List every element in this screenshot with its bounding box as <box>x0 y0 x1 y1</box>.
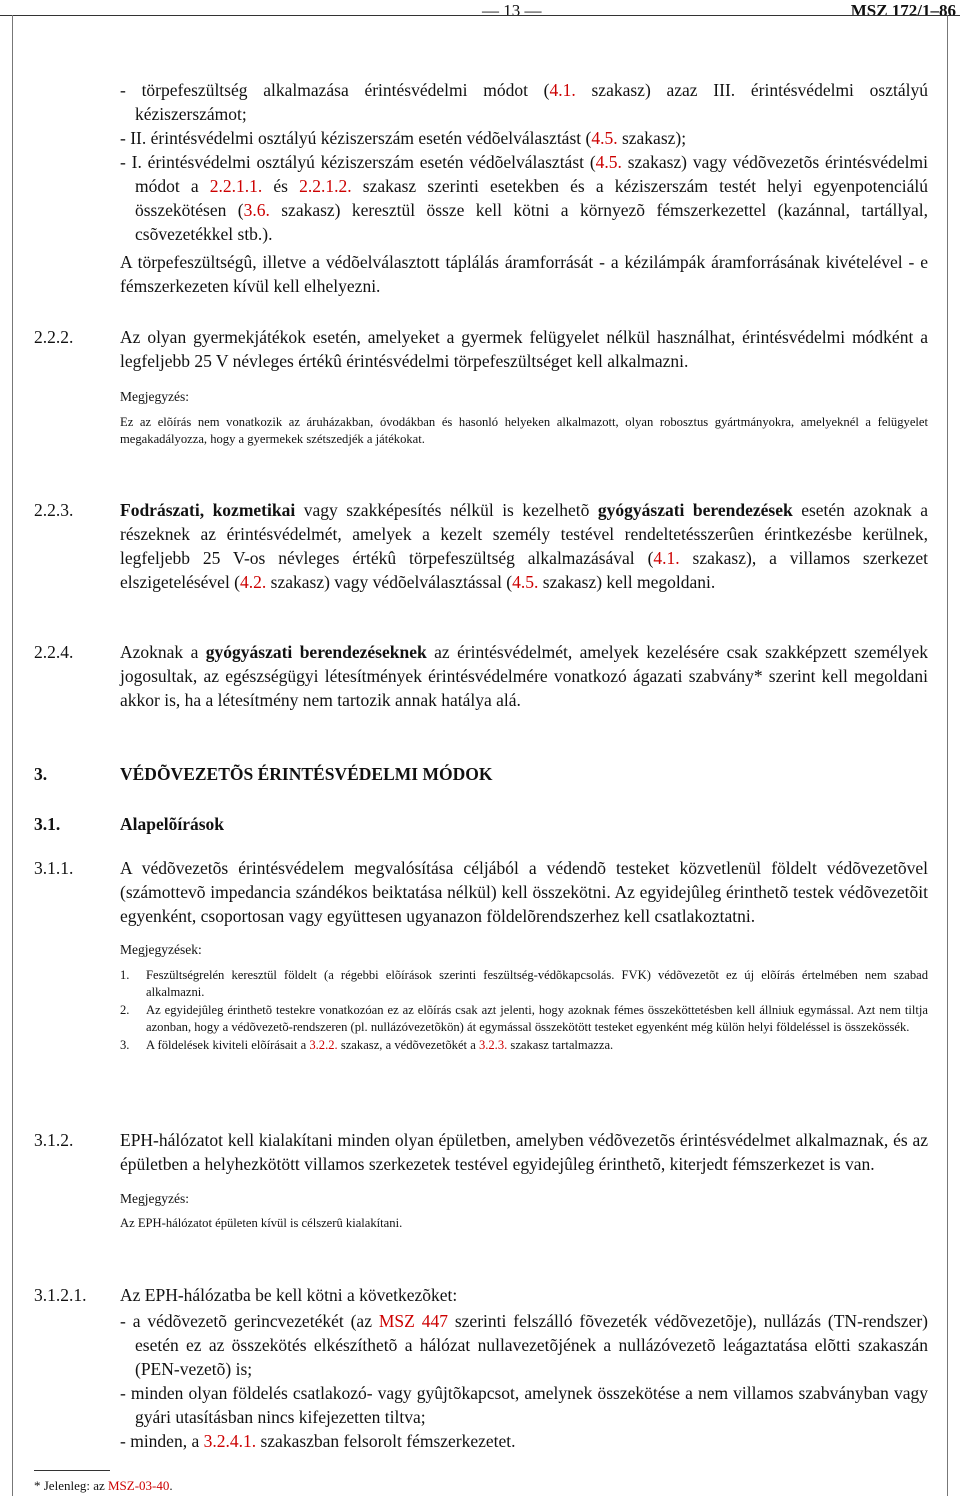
section-link[interactable]: 3.2.4.1. <box>203 1431 257 1451</box>
section-link[interactable]: 4.1. <box>549 80 576 100</box>
section-number: 3. <box>34 764 48 784</box>
section-2-2-2 <box>120 325 928 448</box>
paragraph: Azoknak a gyógyászati berendezéseknek az érintésvédelmét, amelyek kezelésére csak szakképzett személyek jogosultak, az egészségügyi létesítmények érintésvédelmére vonatkozó ágazati szabvány* szerint kell megoldani akkor is, ha a létesítmény nem tartozik annak hatálya alá. <box>120 642 928 710</box>
list-item: - I. érintésvédelmi osztályú kéziszerszám esetén védõelválasztást (4.5. szakasz) vagy védõvezetõs érintésvédelmi módot a 2.2.1.1. és 2.2.1.2. szakasz szerinti esetekben és a kéziszerszám testét helyi egyenpotenciálú összekötésen (3.6. szakasz) keresztül össze kell kötni a környezõ fémszerkezettel (kazánnal, tartállyal, csõvezetékkel stb.). <box>120 152 929 244</box>
section-heading: Alapelõírások <box>120 814 225 834</box>
section-link[interactable]: 4.5. <box>591 128 618 148</box>
section-link[interactable]: 4.5. <box>512 572 539 592</box>
list-item: - a védõvezetõ gerincvezetékét (az MSZ 447 szerinti felszálló fõvezeték védõvezetõje), nullázás (TN-rendszer) esetén ez az összekötés elkészíthetõ a hálózat nullavezetõjének a nullázóvezetõ leágaztatása elõtti szakaszán (PEN-vezetõ) is; <box>120 1311 928 1379</box>
paragraph: EPH-hálózatot kell kialakítani minden olyan épületben, amelyben védõvezetõs érintésvédelmet alkalmaznak, és az épületben a helyhezkötött villamos szerkezetek testével egyidejûleg érinthetõ, kiterjedt fémszerkezet is van. <box>120 1130 928 1174</box>
section-link[interactable]: 4.5. <box>595 152 622 172</box>
section-number: 3.1.2. <box>34 1130 74 1150</box>
section-3-1-1 <box>120 856 928 1054</box>
section-2-2-3 <box>120 498 928 594</box>
notes-label: Megjegyzések: <box>120 942 202 957</box>
list-item: - minden, a 3.2.4.1. szakaszban felsorolt fémszerkezetet. <box>120 1431 516 1451</box>
note-label: Megjegyzés: <box>120 1191 189 1206</box>
section-link[interactable]: 3.6. <box>243 200 270 220</box>
paragraph: Az olyan gyermekjátékok esetén, amelyeket a gyermek felügyelet nélkül használhat, érintésvédelmi módként a legfeljebb 25 V névleges értékû érintésvédelmi törpefeszültséget kell alkalmazni. <box>120 327 928 371</box>
footnote: * Jelenleg: az MSZ-03-40. <box>34 1478 173 1493</box>
section-link[interactable]: 4.2. <box>240 572 267 592</box>
section-number: 2.2.3. <box>34 500 74 520</box>
standard-link[interactable]: MSZ 447 <box>378 1311 448 1331</box>
section-link[interactable]: 3.2.3. <box>478 1038 508 1052</box>
section-link[interactable]: 2.2.1.1. <box>209 176 263 196</box>
standard-link[interactable]: MSZ-03-40 <box>108 1478 170 1493</box>
footnote-rule <box>34 1470 110 1471</box>
standard-code: MSZ 172/1–86 <box>850 1 956 20</box>
list-item: - II. érintésvédelmi osztályú kéziszerszám esetén védõelválasztást (4.5. szakasz); <box>120 128 687 148</box>
section-3-1-2-1 <box>120 1283 928 1453</box>
paragraph: A törpefeszültségû, illetve a védõelválasztott táplálás áramforrását - a kézilámpák áramforrásának kivételével - e fémszerkezeten kívül kell elhelyezni. <box>120 252 928 296</box>
section-number: 2.2.4. <box>34 642 74 662</box>
note-text: Az EPH-hálózatot épületen kívül is célszerû kialakítani. <box>120 1216 403 1230</box>
note-item: 1. Feszültségrelén keresztül földelt (a régebbi elõírások szerinti feszültség-védõkapcsolás. FVK) védõvezetõt ez új elõírás értelmében nem szabad alkalmazni. <box>120 968 928 999</box>
list-item: - törpefeszültség alkalmazása érintésvédelmi módot (4.1. szakasz) azaz III. érintésvédelmi osztályú kéziszerszámot; <box>120 80 928 124</box>
paragraph: Az EPH-hálózatba be kell kötni a következõket: <box>120 1285 458 1305</box>
section-link[interactable]: 4.1. <box>653 548 680 568</box>
note-item: 2. Az egyidejûleg érinthetõ testekre vonatkozóan ez az elõírás csak azt jelenti, hogy azoknak fémes összeköttetésben kell állniuk egymással. Azt nem tiltja azonban, hogy a védõvezetõ-rendszeren (pl. nullázóvezetõkön) át egymással összekötött testeket egyenként még külön helyi földeléssel is összekössék. <box>120 1003 928 1034</box>
list-item: - minden olyan földelés csatlakozó- vagy gyûjtõkapcsot, amelynek összekötése a nem villamos szabványban vagy gyári utasításban nincs kifejezetten tiltva; <box>120 1383 928 1427</box>
section-number: 2.2.2. <box>34 327 74 347</box>
paragraph: A védõvezetõs érintésvédelem megvalósítása céljából a védendõ testeket közvetlenül földelt védõvezetõvel (számottevõ impedancia szándékos beiktatása nélkül) kell összekötni. Az egyidejûleg érinthetõ testek védõvezetõit egyenként, csoportosan vagy együttesen ugyanazon földelõrendszerhez kell csatlakoztatni. <box>120 858 928 926</box>
paragraph: Fodrászati, kozmetikai vagy szakképesítés nélkül is kezelhetõ gyógyászati berendezések esetén azoknak a részeknek az érintésvédelmét, amelyek a kezelt személy testével rendeltetésszerûen érintkezésbe kerülnek, legfeljebb 25 V-os névleges értékû törpefeszültség alkalmazásával (4.1. szakasz), a villamos szerkezet elszigetelésével (4.2. szakasz) vagy védõelválasztással (4.5. szakasz) kell megoldani. <box>120 500 928 592</box>
intro-list <box>120 78 928 298</box>
section-3-1-2 <box>120 1128 928 1232</box>
section-number: 3.1.1. <box>34 858 74 878</box>
section-2-2-4 <box>120 640 928 712</box>
note-item: 3. A földelések kiviteli elõírásait a 3.2.2. szakasz, a védõvezetõkét a 3.2.3. szakasz tartalmazza. <box>120 1038 614 1052</box>
chapter-heading: VÉDÕVEZETÕS ÉRINTÉSVÉDELMI MÓDOK <box>120 764 493 784</box>
section-link[interactable]: 2.2.1.2. <box>299 176 352 196</box>
note-label: Megjegyzés: <box>120 389 189 404</box>
section-number: 3.1. <box>34 814 61 834</box>
section-link[interactable]: 3.2.2. <box>309 1038 338 1052</box>
section-number: 3.1.2.1. <box>34 1285 87 1305</box>
page-number: — 13 — <box>482 1 542 20</box>
note-text: Ez az elõírás nem vonatkozik az áruházakban, óvodákban és hasonló helyeken alkalmazott, olyan robosztus gyártmányokra, amelyeknél a felügyelet megakadályozza, hogy a gyermekek szétszedjék a játékokat. <box>120 415 928 446</box>
